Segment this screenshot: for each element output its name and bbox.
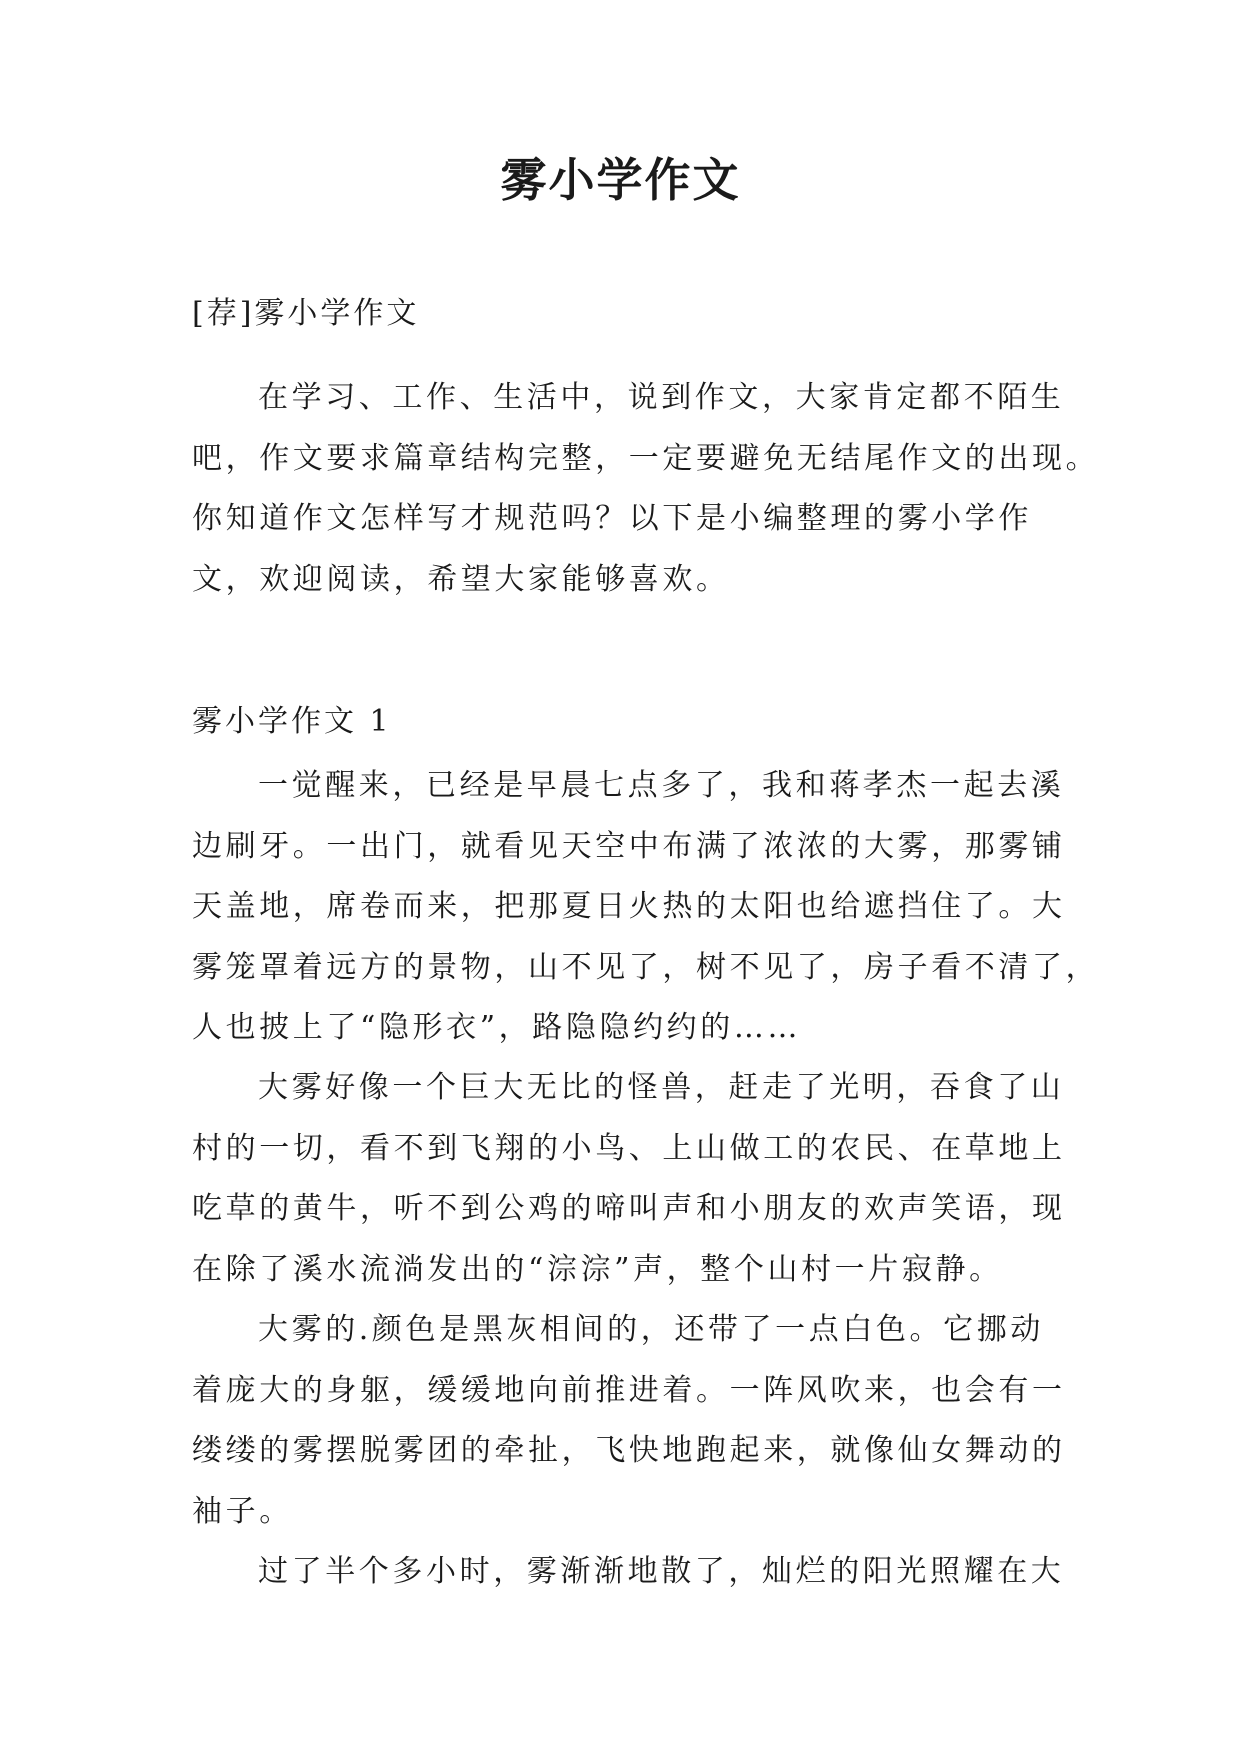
intro-paragraph bbox=[192, 368, 1100, 610]
intro-line: 文，欢迎阅读，希望大家能够喜欢。 bbox=[192, 561, 730, 597]
section-heading: 雾小学作文 1 bbox=[192, 704, 392, 739]
paragraph-line: 着庞大的身躯，缓缓地向前推进着。一阵风吹来，也会有一 bbox=[192, 1372, 1066, 1408]
paragraph-4 bbox=[192, 1542, 1065, 1603]
paragraph-line: 雾笼罩着远方的景物，山不见了，树不见了，房子看不清了， bbox=[192, 949, 1100, 985]
paragraph-line: 一觉醒来，已经是早晨七点多了，我和蒋孝杰一起去溪 bbox=[258, 768, 1065, 803]
paragraph-2 bbox=[192, 1058, 1066, 1300]
paragraph-3 bbox=[192, 1300, 1066, 1542]
paragraph-line: 过了半个多小时，雾渐渐地散了，灿烂的阳光照耀在大 bbox=[258, 1554, 1065, 1589]
intro-line: 你知道作文怎样写才规范吗？以下是小编整理的雾小学作 bbox=[192, 501, 1032, 536]
paragraph-line: 袖子。 bbox=[192, 1493, 293, 1529]
paragraph-line: 边刷牙。一出门，就看见天空中布满了浓浓的大雾，那雾铺 bbox=[192, 828, 1066, 864]
intro-line: 在学习、工作、生活中，说到作文，大家肯定都不陌生 bbox=[258, 380, 1065, 415]
paragraph-line: 缕缕的雾摆脱雾团的牵扯，飞快地跑起来，就像仙女舞动的 bbox=[192, 1433, 1066, 1468]
intro-line: 吧，作文要求篇章结构完整，一定要避免无结尾作文的出现。 bbox=[192, 440, 1100, 476]
document-title: 雾小学作文 bbox=[500, 153, 741, 207]
paragraph-line: 村的一切，看不到飞翔的小鸟、上山做工的农民、在草地上 bbox=[192, 1130, 1066, 1166]
paragraph-line: 在除了溪水流淌发出的“淙淙”声，整个山村一片寂静。 bbox=[192, 1251, 1003, 1287]
paragraph-line: 吃草的黄牛，听不到公鸡的啼叫声和小朋友的欢声笑语，现 bbox=[192, 1191, 1066, 1226]
paragraph-line: 大雾的.颜色是黑灰相间的，还带了一点白色。它挪动 bbox=[258, 1312, 1044, 1347]
paragraph-line: 人也披上了“隐形衣”，路隐隐约约的…… bbox=[192, 1010, 802, 1045]
document-subtitle: [荐]雾小学作文 bbox=[192, 296, 420, 331]
paragraph-line: 大雾好像一个巨大无比的怪兽，赶走了光明，吞食了山 bbox=[258, 1070, 1065, 1105]
paragraph-1 bbox=[192, 756, 1100, 1059]
paragraph-line: 天盖地，席卷而来，把那夏日火热的太阳也给遮挡住了。大 bbox=[192, 889, 1066, 924]
